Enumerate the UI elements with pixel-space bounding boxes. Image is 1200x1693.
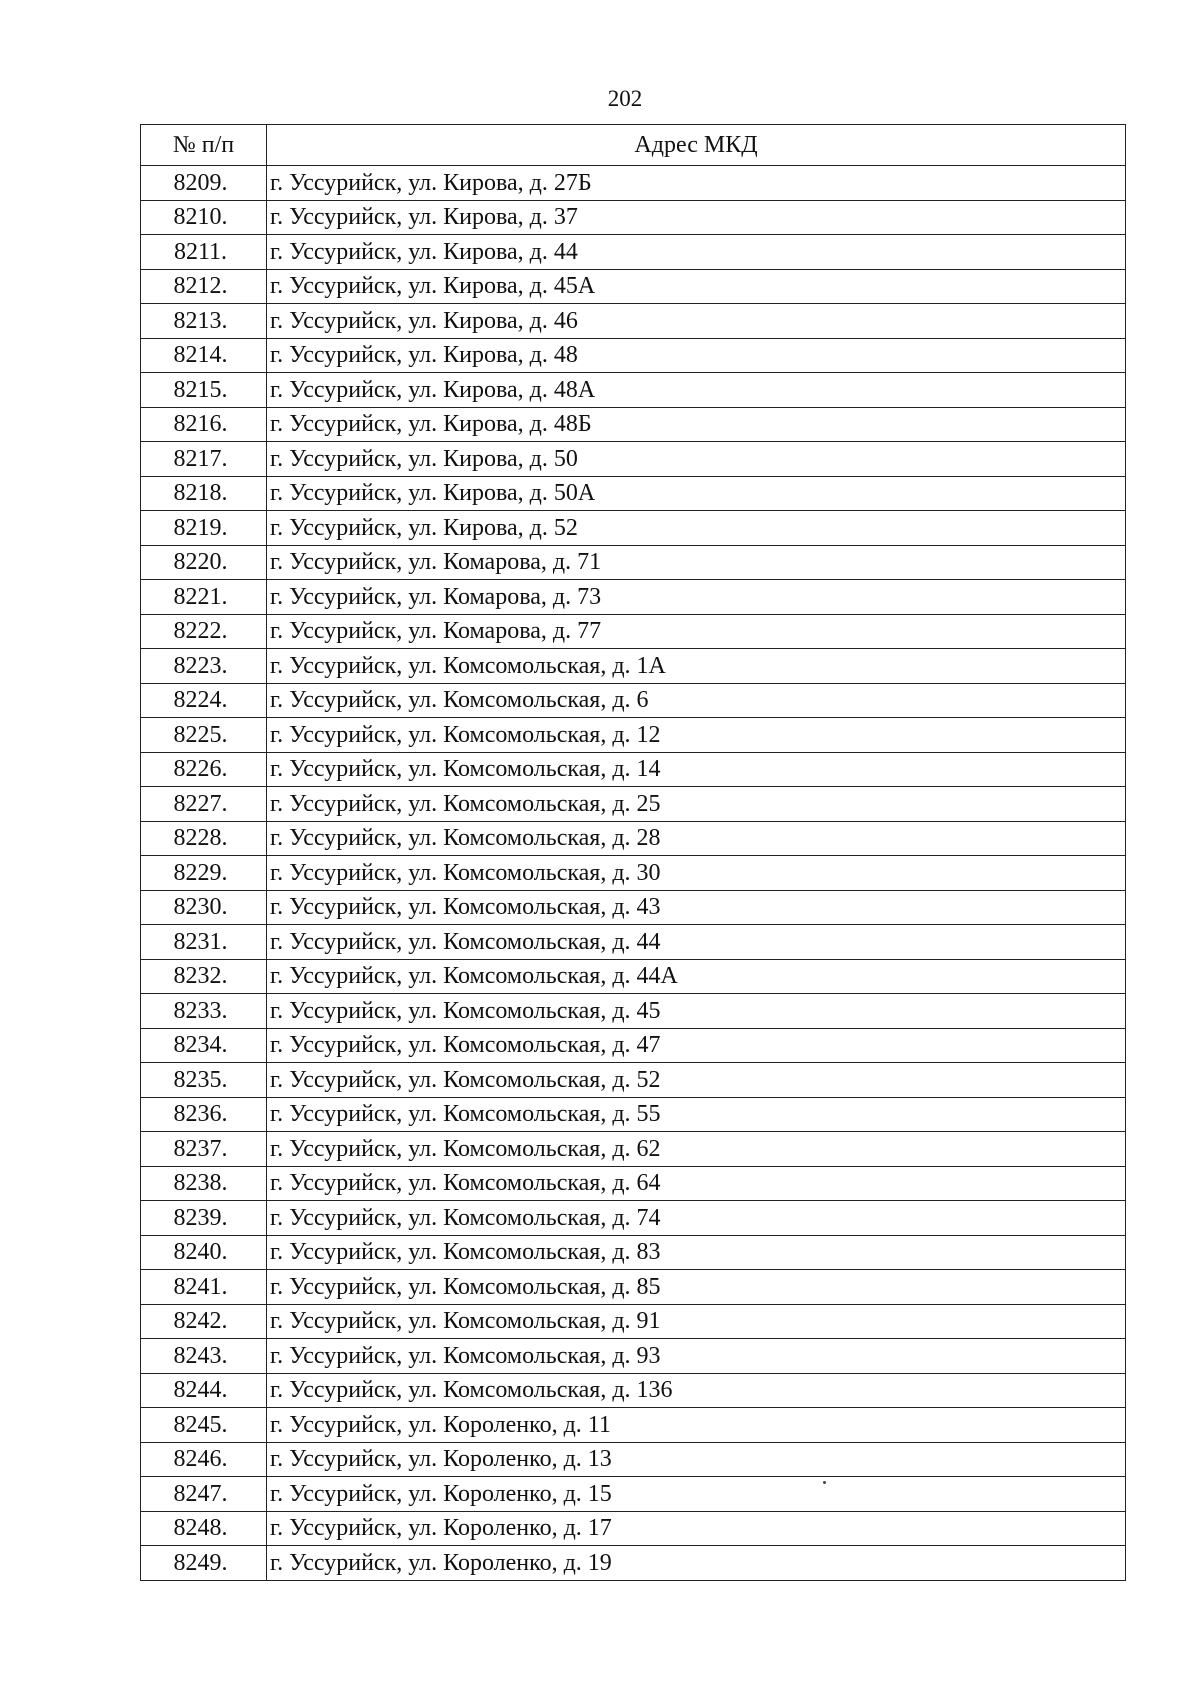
address-cell: г. Уссурийск, ул. Комсомольская, д. 45: [267, 994, 1126, 1029]
row-number-cell: 8211.: [141, 235, 267, 270]
header-row: [141, 125, 1126, 166]
table-row: [141, 718, 1126, 753]
column-header-number: № п/п: [141, 125, 267, 166]
table-row: [141, 373, 1126, 408]
address-cell: г. Уссурийск, ул. Короленко, д. 13: [267, 1442, 1126, 1477]
address-cell: г. Уссурийск, ул. Комсомольская, д. 64: [267, 1166, 1126, 1201]
row-number-cell: 8209.: [141, 166, 267, 201]
row-number-cell: 8227.: [141, 787, 267, 822]
address-cell: г. Уссурийск, ул. Кирова, д. 27Б: [267, 166, 1126, 201]
scan-speck: [823, 1481, 826, 1484]
row-number-cell: 8249.: [141, 1546, 267, 1581]
table-row: [141, 683, 1126, 718]
row-number-cell: 8215.: [141, 373, 267, 408]
table-row: [141, 1270, 1126, 1305]
address-cell: г. Уссурийск, ул. Комарова, д. 73: [267, 580, 1126, 615]
address-cell: г. Уссурийск, ул. Комсомольская, д. 55: [267, 1097, 1126, 1132]
table-row: [141, 407, 1126, 442]
row-number-cell: 8239.: [141, 1201, 267, 1236]
table-row: [141, 1028, 1126, 1063]
row-number-cell: 8222.: [141, 614, 267, 649]
address-cell: г. Уссурийск, ул. Комсомольская, д. 83: [267, 1235, 1126, 1270]
address-cell: г. Уссурийск, ул. Комсомольская, д. 43: [267, 890, 1126, 925]
table-row: [141, 442, 1126, 477]
row-number-cell: 8232.: [141, 959, 267, 994]
address-cell: г. Уссурийск, ул. Комсомольская, д. 85: [267, 1270, 1126, 1305]
table-row: [141, 649, 1126, 684]
row-number-cell: 8234.: [141, 1028, 267, 1063]
row-number-cell: 8242.: [141, 1304, 267, 1339]
address-cell: г. Уссурийск, ул. Кирова, д. 50: [267, 442, 1126, 477]
row-number-cell: 8219.: [141, 511, 267, 546]
address-table: [140, 124, 1126, 1581]
address-cell: г. Уссурийск, ул. Комсомольская, д. 30: [267, 856, 1126, 891]
table-row: [141, 1235, 1126, 1270]
row-number-cell: 8247.: [141, 1477, 267, 1512]
row-number-cell: 8236.: [141, 1097, 267, 1132]
address-cell: г. Уссурийск, ул. Комарова, д. 71: [267, 545, 1126, 580]
address-cell: г. Уссурийск, ул. Кирова, д. 48А: [267, 373, 1126, 408]
row-number-cell: 8218.: [141, 476, 267, 511]
address-cell: г. Уссурийск, ул. Комсомольская, д. 93: [267, 1339, 1126, 1374]
address-cell: г. Уссурийск, ул. Комсомольская, д. 6: [267, 683, 1126, 718]
table-row: [141, 338, 1126, 373]
table-row: [141, 1546, 1126, 1581]
table-header: [141, 125, 1126, 166]
row-number-cell: 8217.: [141, 442, 267, 477]
row-number-cell: 8220.: [141, 545, 267, 580]
row-number-cell: 8210.: [141, 200, 267, 235]
address-cell: г. Уссурийск, ул. Кирова, д. 48Б: [267, 407, 1126, 442]
address-cell: г. Уссурийск, ул. Кирова, д. 48: [267, 338, 1126, 373]
address-cell: г. Уссурийск, ул. Комарова, д. 77: [267, 614, 1126, 649]
address-cell: г. Уссурийск, ул. Комсомольская, д. 44А: [267, 959, 1126, 994]
table-row: [141, 200, 1126, 235]
address-cell: г. Уссурийск, ул. Комсомольская, д. 14: [267, 752, 1126, 787]
table-row: [141, 787, 1126, 822]
table-row: [141, 304, 1126, 339]
row-number-cell: 8221.: [141, 580, 267, 615]
row-number-cell: 8229.: [141, 856, 267, 891]
table-row: [141, 959, 1126, 994]
address-cell: г. Уссурийск, ул. Короленко, д. 11: [267, 1408, 1126, 1443]
page-number: 202: [607, 86, 643, 111]
table-row: [141, 1097, 1126, 1132]
table-row: [141, 1063, 1126, 1098]
table-row: [141, 1339, 1126, 1374]
address-cell: г. Уссурийск, ул. Кирова, д. 37: [267, 200, 1126, 235]
address-cell: г. Уссурийск, ул. Комсомольская, д. 91: [267, 1304, 1126, 1339]
row-number-cell: 8231.: [141, 925, 267, 960]
address-cell: г. Уссурийск, ул. Кирова, д. 52: [267, 511, 1126, 546]
row-number-cell: 8245.: [141, 1408, 267, 1443]
row-number-cell: 8225.: [141, 718, 267, 753]
table-row: [141, 925, 1126, 960]
address-cell: г. Уссурийск, ул. Кирова, д. 46: [267, 304, 1126, 339]
address-cell: г. Уссурийск, ул. Комсомольская, д. 1А: [267, 649, 1126, 684]
table-row: [141, 614, 1126, 649]
table-row: [141, 1304, 1126, 1339]
address-cell: г. Уссурийск, ул. Комсомольская, д. 47: [267, 1028, 1126, 1063]
address-cell: г. Уссурийск, ул. Комсомольская, д. 28: [267, 821, 1126, 856]
table-row: [141, 1166, 1126, 1201]
table-row: [141, 269, 1126, 304]
address-cell: г. Уссурийск, ул. Короленко, д. 19: [267, 1546, 1126, 1581]
table-row: [141, 890, 1126, 925]
table-row: [141, 821, 1126, 856]
address-cell: г. Уссурийск, ул. Комсомольская, д. 74: [267, 1201, 1126, 1236]
address-cell: г. Уссурийск, ул. Короленко, д. 15: [267, 1477, 1126, 1512]
row-number-cell: 8216.: [141, 407, 267, 442]
address-cell: г. Уссурийск, ул. Комсомольская, д. 136: [267, 1373, 1126, 1408]
column-header-address: Адрес МКД: [267, 125, 1126, 166]
table-row: [141, 994, 1126, 1029]
address-cell: г. Уссурийск, ул. Кирова, д. 44: [267, 235, 1126, 270]
address-cell: г. Уссурийск, ул. Кирова, д. 50А: [267, 476, 1126, 511]
table-row: [141, 1477, 1126, 1512]
row-number-cell: 8230.: [141, 890, 267, 925]
row-number-cell: 8224.: [141, 683, 267, 718]
address-cell: г. Уссурийск, ул. Комсомольская, д. 12: [267, 718, 1126, 753]
row-number-cell: 8243.: [141, 1339, 267, 1374]
row-number-cell: 8223.: [141, 649, 267, 684]
row-number-cell: 8248.: [141, 1511, 267, 1546]
table-row: [141, 235, 1126, 270]
table-row: [141, 545, 1126, 580]
row-number-cell: 8228.: [141, 821, 267, 856]
table-row: [141, 1132, 1126, 1167]
row-number-cell: 8226.: [141, 752, 267, 787]
row-number-cell: 8240.: [141, 1235, 267, 1270]
table-body: [141, 166, 1126, 1581]
address-cell: г. Уссурийск, ул. Комсомольская, д. 52: [267, 1063, 1126, 1098]
table-row: [141, 1442, 1126, 1477]
row-number-cell: 8213.: [141, 304, 267, 339]
table-row: [141, 166, 1126, 201]
table-row: [141, 476, 1126, 511]
table-row: [141, 1373, 1126, 1408]
row-number-cell: 8235.: [141, 1063, 267, 1098]
row-number-cell: 8212.: [141, 269, 267, 304]
address-cell: г. Уссурийск, ул. Комсомольская, д. 25: [267, 787, 1126, 822]
row-number-cell: 8214.: [141, 338, 267, 373]
row-number-cell: 8238.: [141, 1166, 267, 1201]
table-row: [141, 856, 1126, 891]
table-row: [141, 1511, 1126, 1546]
row-number-cell: 8233.: [141, 994, 267, 1029]
table-row: [141, 752, 1126, 787]
row-number-cell: 8237.: [141, 1132, 267, 1167]
row-number-cell: 8246.: [141, 1442, 267, 1477]
table-row: [141, 511, 1126, 546]
address-cell: г. Уссурийск, ул. Короленко, д. 17: [267, 1511, 1126, 1546]
table-row: [141, 1408, 1126, 1443]
row-number-cell: 8241.: [141, 1270, 267, 1305]
address-cell: г. Уссурийск, ул. Кирова, д. 45А: [267, 269, 1126, 304]
table-row: [141, 1201, 1126, 1236]
row-number-cell: 8244.: [141, 1373, 267, 1408]
address-cell: г. Уссурийск, ул. Комсомольская, д. 44: [267, 925, 1126, 960]
table-row: [141, 580, 1126, 615]
address-cell: г. Уссурийск, ул. Комсомольская, д. 62: [267, 1132, 1126, 1167]
